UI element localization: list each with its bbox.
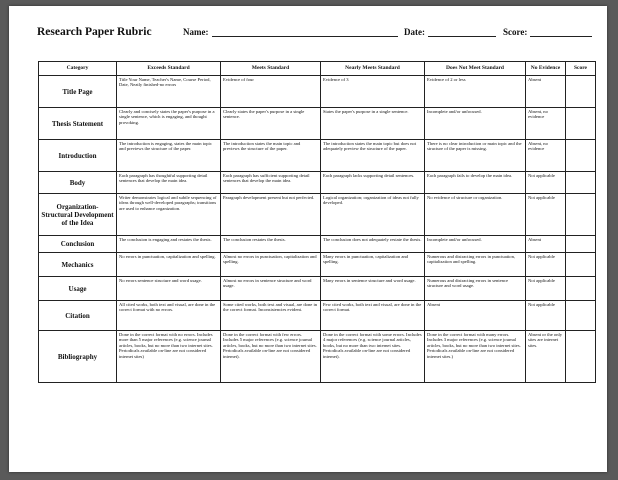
column-header: No Evidence [526,62,566,76]
table-row [39,172,596,194]
criteria-cell: Not applicable [526,172,566,194]
criteria-cell: Evidence of 2 or less [425,76,526,108]
category-cell: Mechanics [39,253,117,277]
name-label: Name: [183,27,209,37]
criteria-cell: Clearly and concisely states the paper's purpose in a single sentence, which is engaging, and thought provoking. [117,108,221,140]
criteria-cell: Absent or the only sites are internet sites. [526,331,566,383]
category-cell: Introduction [39,140,117,172]
category-cell: Body [39,172,117,194]
criteria-cell: Many errors in punctuation, capitalization and spelling. [321,253,425,277]
criteria-cell: No evidence of structure or organization. [425,194,526,236]
criteria-cell: Clearly states the paper's purpose in a single sentence. [221,108,321,140]
criteria-cell: Logical organization; organization of ideas not fully developed. [321,194,425,236]
category-cell: Usage [39,277,117,301]
table-row [39,277,596,301]
table-row [39,236,596,253]
table-row [39,76,596,108]
rubric-body [39,76,596,383]
criteria-cell: Each paragraph fails to develop the main idea. [425,172,526,194]
category-cell: Title Page [39,76,117,108]
criteria-cell: Done in the correct format with few errors. Includes 5 major references (e.g. science journal articles, books, but no more than two internet sites. Periodicals available on-line are not considered internet). [221,331,321,383]
table-row [39,140,596,172]
rubric-header [37,26,597,44]
criteria-cell: Absent [526,236,566,253]
header-row [39,62,596,76]
criteria-cell: Absent [526,76,566,108]
criteria-cell: The conclusion does not adequately restate the thesis. [321,236,425,253]
category-cell: Citation [39,301,117,331]
criteria-cell: Few cited works, both text and visual, are done in the correct format. [321,301,425,331]
category-cell: Bibliography [39,331,117,383]
score-field [503,27,592,37]
score-cell[interactable] [566,108,596,140]
column-header: Category [39,62,117,76]
name-field [183,27,398,37]
criteria-cell: The introduction is engaging, states the main topic and previews the structure of the paper. [117,140,221,172]
category-cell: Organization- Structural Development of the Idea [39,194,117,236]
criteria-cell: Done in the correct format with some errors. Includes 4 major references (e.g. science journal articles, books, but no more than two internet sites. Periodicals available on-line are not considered internet). [321,331,425,383]
criteria-cell: Not applicable [526,277,566,301]
score-cell[interactable] [566,253,596,277]
criteria-cell: Absent, no evidence [526,140,566,172]
column-header: Meets Standard [221,62,321,76]
score-cell[interactable] [566,194,596,236]
category-cell: Conclusion [39,236,117,253]
column-header: Score [566,62,596,76]
table-row [39,194,596,236]
criteria-cell: Some cited works, both text and visual, are done in the correct format. Inconsistencies evident. [221,301,321,331]
rubric-title: Research Paper Rubric [37,26,152,38]
score-cell[interactable] [566,236,596,253]
table-row [39,108,596,140]
criteria-cell: Absent [425,301,526,331]
score-label: Score: [503,27,528,37]
score-cell[interactable] [566,277,596,301]
criteria-cell: The introduction states the main topic but does not adequately preview the structure of the paper. [321,140,425,172]
criteria-cell: Incomplete and/or unfocused. [425,108,526,140]
criteria-cell: The introduction states the main topic and previews the structure of the paper. [221,140,321,172]
score-cell[interactable] [566,140,596,172]
criteria-cell: Not applicable [526,194,566,236]
criteria-cell: Evidence of four [221,76,321,108]
criteria-cell: No errors in punctuation, capitalization and spelling. [117,253,221,277]
criteria-cell: Incomplete and/or unfocused. [425,236,526,253]
criteria-cell: Almost no errors in punctuation, capitalization and spelling. [221,253,321,277]
worksheet-page [9,6,607,472]
date-label: Date: [404,27,425,37]
criteria-cell: The conclusion is engaging and restates the thesis. [117,236,221,253]
column-header: Nearly Meets Standard [321,62,425,76]
criteria-cell: Paragraph development present but not perfected. [221,194,321,236]
criteria-cell: Many errors in sentence structure and word usage. [321,277,425,301]
criteria-cell: Almost no errors in sentence structure and word usage. [221,277,321,301]
criteria-cell: Evidence of 3 [321,76,425,108]
criteria-cell: The conclusion restates the thesis. [221,236,321,253]
table-row [39,331,596,383]
score-cell[interactable] [566,301,596,331]
criteria-cell: Numerous and distracting errors in sentence structure and word usage. [425,277,526,301]
score-line [530,27,592,37]
category-cell: Thesis Statement [39,108,117,140]
date-line [428,27,496,37]
criteria-cell: All cited works, both text and visual, are done in the correct format with no errors. [117,301,221,331]
column-header: Does Not Meet Standard [425,62,526,76]
criteria-cell: States the paper's purpose in a single sentence. [321,108,425,140]
criteria-cell: Done in the correct format with many errors. Includes 3 major references (e.g. science journal articles, books, but no more than two internet sites. Periodicals available on-line are not considered internet sites.) [425,331,526,383]
criteria-cell: Not applicable [526,253,566,277]
table-row [39,253,596,277]
name-line [212,27,398,37]
table-row [39,301,596,331]
score-cell[interactable] [566,76,596,108]
criteria-cell: Done in the correct format with no errors. Includes more than 5 major references (e.g. science journal articles, books, but no more than two internet sites. Periodicals available on-line are not considered internet sites) [117,331,221,383]
criteria-cell: Each paragraph lacks supporting detail sentences. [321,172,425,194]
criteria-cell: No errors sentence structure and word usage. [117,277,221,301]
criteria-cell: Each paragraph has thoughtful supporting detail sentences that develop the main idea. [117,172,221,194]
rubric-table [38,61,596,383]
criteria-cell: Title Your Name, Teacher's Name, Course Period, Date, Neatly finished-no errors [117,76,221,108]
criteria-cell: Each paragraph has sufficient supporting detail sentences that develop the main idea. [221,172,321,194]
criteria-cell: Writer demonstrates logical and subtle sequencing of ideas through well-developed paragraphs; transitions are used to enhance organization. [117,194,221,236]
date-field [404,27,496,37]
criteria-cell: Absent, no evidence [526,108,566,140]
criteria-cell: There is no clear introduction or main topic and the structure of the paper is missing. [425,140,526,172]
column-header: Exceeds Standard [117,62,221,76]
score-cell[interactable] [566,172,596,194]
score-cell[interactable] [566,331,596,383]
criteria-cell: Not applicable [526,301,566,331]
criteria-cell: Numerous and distracting errors in punctuation, capitalization and spelling. [425,253,526,277]
